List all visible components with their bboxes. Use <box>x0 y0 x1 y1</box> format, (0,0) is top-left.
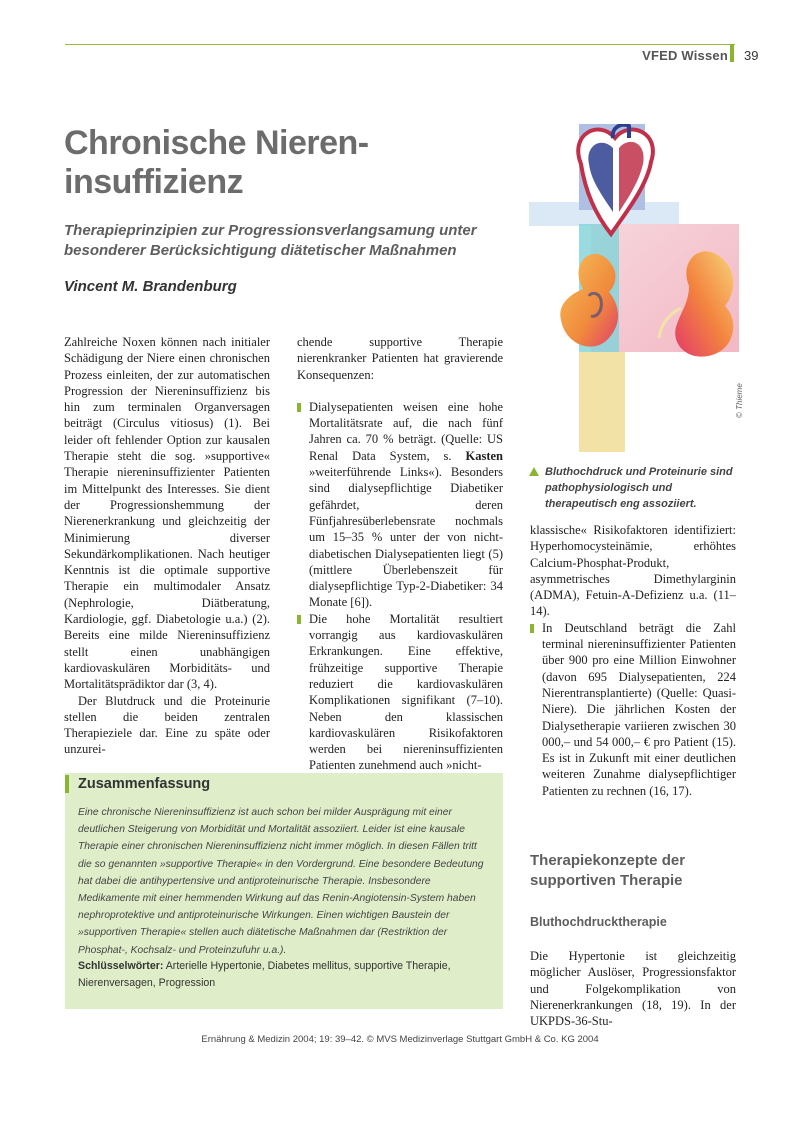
section-heading: Therapiekonzepte der supportiven Therapie <box>530 852 686 889</box>
bullet-text: Dialysepatienten weisen eine hohe Mortalitätsrate auf, die nach fünf Jahren ca. 70 % beträgt. (Quelle: US Renal Data System, s. <box>309 399 503 463</box>
paragraph: Zahlreiche Noxen können nach initialer Schädigung der Niere einen chronischen Prozess einleiten, der zur automatischen Progression der Niereninsuffizienz bis hin zum terminalen Organversagen beiträgt (Circulus vitiosus) (1). Bei leider oft fehlender Option zur kausalen Therapie steht die sog. »supportive« Therapie niereninsuffizienter Patienten im Mittelpunkt des Interesses. Sie dient der Progressionshemmung der Nierenerkrankung und gleichzeitig der Minimierung diverser Sekundärkomplikationen. Nach heutiger Kenntnis ist die optimale supportive Therapie ein multimodaler Ansatz (Nephrologie, Diätberatung, Kardiologie, ggf. Diabetologie u.a.) (2). Bereits eine milde Niereninsuffizienz stellt einen unabhängigen kardiovaskulären Morbiditäts- und Mortalitätsprädiktor dar (3, 4). <box>64 335 270 692</box>
keywords-label: Schlüsselwörter: <box>78 960 164 972</box>
paragraph: Die Hypertonie ist gleichzeitig möglicher Auslöser, Progressionsfaktor und Folgekomplikation von Nierenerkrankungen (18, 19). In der UKPDS-36-Stu- <box>530 949 736 1029</box>
paragraph: Der Blutdruck und die Proteinurie stellen die beiden zentralen Therapieziele dar. Eine zu späte oder unzurei- <box>64 693 270 757</box>
header-rule <box>65 44 735 45</box>
text-column-3 <box>530 522 736 799</box>
summary-accent-bar <box>65 775 69 793</box>
kidney-left <box>560 254 618 347</box>
paragraph: klassische« Risikofaktoren identifiziert: Hyperhomocysteinämie, erhöhtes Calcium-Phosphat-Produkt, asymmetrisches Dimethylarginin (ADMA), Fetuin-A-Defizienz u.a. (11–14). <box>530 523 736 619</box>
page-number: 39 <box>744 48 759 63</box>
caption-text: Bluthochdruck und Proteinurie sind pathophysiologisch und therapeutisch eng assoziiert. <box>545 466 733 510</box>
summary-text: Eine chronische Niereninsuffizienz ist auch schon bei milder Ausprägung mit einer deutlichen Steigerung von Morbidität und Mortalität assoziiert. Leider ist eine kausale Therapie einer chronischen Niereninsuffizienz nicht immer möglich. In diesen Fällen tritt die so genannten »supportive Therapie« in den Vordergrund. Eine besondere Bedeutung hat dabei die antihypertensive und antiproteinurische Therapie. Insbesondere Medikamente mit einer hemmenden Wirkung auf das Renin-Angiotensin-System haben nephroprotektive und antiproteinurische Wirkungen. Einen wichtigen Baustein der »supportiven Therapie« stellen auch diätetische Maßnahmen dar (Restriktion der Phosphat-, Kochsalz- und Proteinzufuhr u.a.). <box>78 807 484 956</box>
text-column-4 <box>530 948 736 1029</box>
bg-block-yellow <box>579 352 625 452</box>
heart-kidney-illustration <box>529 124 739 454</box>
bullet-text: »weiterführende Links«). Besonders sind dialysepflichtige Diabetiker gefährdet, deren Fünfjahresüberlebensrate nochmals um 15–35 % unter der von nicht-diabetischen Dialysepatienten liegt (5) (mittlere Überlebenszeit für dialysepflichtige Typ-2-Diabetiker: 34 Monate [6]). <box>309 465 503 610</box>
bullet-item: Die hohe Mortalität resultiert vorrangig aus kardiovaskulären Erkrankungen. Eine effektive, frühzeitige supportive Therapie reduziert die kardiovaskulären Komplikationen signifikant (7–10). Neben den klassischen kardiovaskulären Risikofaktoren werden bei niereninsuffizienten Patienten zunehmend auch »nicht- <box>297 611 503 774</box>
bullet-item <box>297 399 503 611</box>
keywords <box>78 958 493 991</box>
article-title <box>64 124 484 202</box>
paragraph: chende supportive Therapie nierenkranker Patienten hat gravierende Konsequenzen: <box>297 335 503 382</box>
article-subtitle: Therapieprinzipien zur Progressionsverlangsamung unter besonderer Berücksichtigung diätetischer Maßnahmen <box>64 222 477 259</box>
caption-triangle-icon <box>529 467 539 476</box>
image-copyright: © Thieme <box>735 383 744 418</box>
journal-section-label: VFED Wissen <box>642 48 728 63</box>
summary-heading: Zusammenfassung <box>78 776 211 792</box>
keywords-list: Arterielle Hypertonie, Diabetes mellitus, supportive Therapie, Nierenversagen, Progression <box>78 960 451 989</box>
subsection-heading: Bluthochdrucktherapie <box>530 915 667 929</box>
header-accent-bar <box>730 44 734 62</box>
summary-box <box>65 773 503 1009</box>
bullet-text-bold: Kasten <box>465 448 503 463</box>
figure-caption <box>529 464 739 512</box>
text-column-1 <box>64 334 270 758</box>
title-line-1: Chronische Nieren- <box>64 124 369 162</box>
footer-citation: Ernährung & Medizin 2004; 19: 39–42. © MVS Medizinverlage Stuttgart GmbH & Co. KG 2004 <box>201 1034 599 1045</box>
title-line-2: insuffizienz <box>64 163 244 201</box>
illustration-svg <box>529 124 739 454</box>
author-name: Vincent M. Brandenburg <box>64 278 237 295</box>
bullet-item: In Deutschland beträgt die Zahl terminal niereninsuffizienter Patienten über 900 pro eine Million Einwohner (davon 695 Dialysepatienten, 224 Nierentransplantierte) (Quelle: Quasi-Niere). Die jährlichen Kosten der Dialysetherapie variieren zwischen 30 000,– und 54 000,– € pro Patient (15). Es ist in Zukunft mit einer deutlichen weiteren Zunahme dialysepflichtiger Patienten zu rechnen (16, 17). <box>530 620 736 799</box>
text-column-2 <box>297 334 503 774</box>
